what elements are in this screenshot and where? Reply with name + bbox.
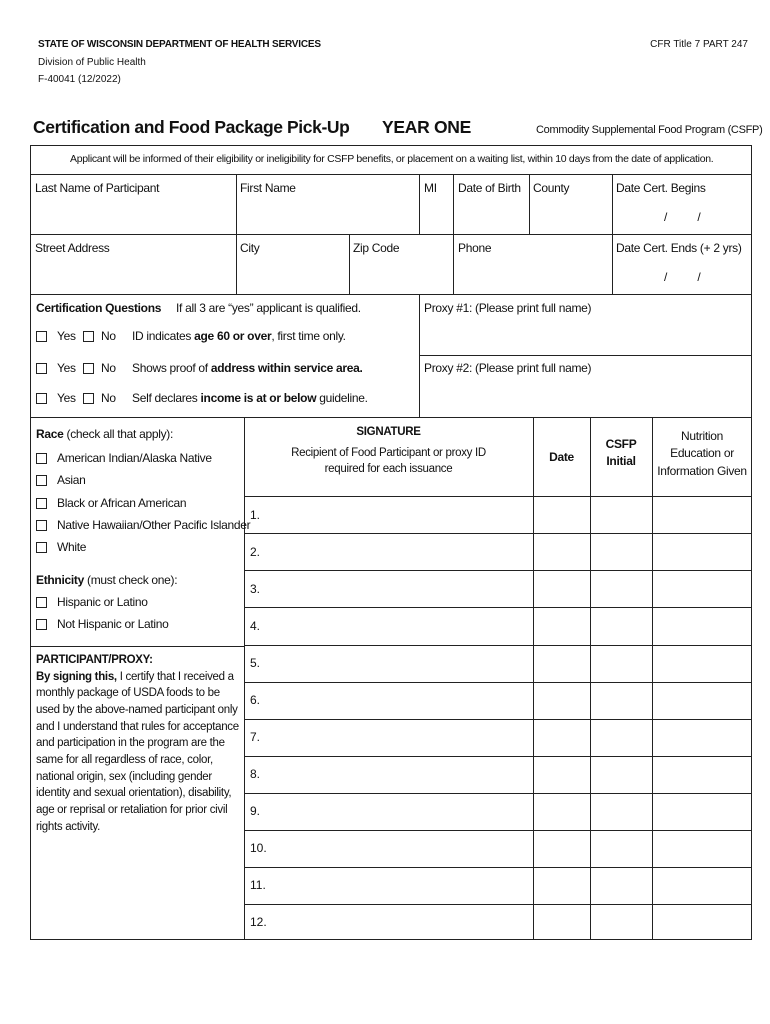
street-address-field[interactable]: Street Address bbox=[35, 241, 110, 255]
yes-label: Yes bbox=[57, 361, 76, 375]
eligibility-notice: Applicant will be informed of their eligibility or ineligibility for CSFP benefits, or placement on a waiting list, within 10 days from the date of application. bbox=[70, 153, 714, 165]
divider bbox=[529, 174, 530, 234]
q2-no-checkbox[interactable] bbox=[83, 363, 94, 374]
proxy-1-field[interactable]: Proxy #1: (Please print full name) bbox=[424, 301, 592, 315]
q3-no-checkbox[interactable] bbox=[83, 393, 94, 404]
row-line bbox=[244, 533, 752, 534]
cert-begins-date-slashes: / / bbox=[664, 210, 701, 224]
q1-no-checkbox[interactable] bbox=[83, 331, 94, 342]
ethnicity-option: Hispanic or Latino bbox=[57, 595, 148, 609]
divider bbox=[30, 234, 752, 235]
signature-row[interactable]: 11. bbox=[250, 878, 266, 892]
row-line bbox=[244, 496, 752, 497]
q3-yes-checkbox[interactable] bbox=[36, 393, 47, 404]
participant-text: I certify that I received a monthly package of USDA foods to be used by the above-named participant only and I understand that rules for acceptance and participation in the program are the same for all regardless of race, color, national origin, sex (including gender identity and sexual orientation), disability, age or reprisal or retaliation for prior civil rights activity. bbox=[36, 670, 239, 833]
year-label: YEAR ONE bbox=[382, 117, 472, 137]
race-option: American Indian/Alaska Native bbox=[57, 451, 212, 465]
agency-name: STATE OF WISCONSIN DEPARTMENT OF HEALTH SERVICES bbox=[38, 39, 321, 50]
divider bbox=[419, 355, 752, 356]
race-heading: Race (check all that apply): bbox=[36, 427, 174, 441]
signature-row[interactable]: 8. bbox=[250, 767, 261, 781]
certification-heading: Certification Questions bbox=[36, 301, 162, 315]
participant-heading: PARTICIPANT/PROXY: bbox=[36, 654, 153, 666]
divider bbox=[419, 294, 420, 417]
first-name-field[interactable]: First Name bbox=[240, 181, 296, 195]
division-name: Division of Public Health bbox=[38, 57, 146, 68]
signature-row[interactable]: 12. bbox=[250, 915, 267, 929]
divider bbox=[349, 234, 350, 294]
divider bbox=[590, 417, 591, 940]
nutrition-education-header: Nutrition Education or Information Given bbox=[657, 429, 747, 478]
row-line bbox=[244, 830, 752, 831]
divider bbox=[236, 174, 237, 294]
race-checkbox[interactable] bbox=[36, 475, 47, 486]
divider bbox=[612, 174, 613, 294]
middle-initial-field[interactable]: MI bbox=[424, 181, 437, 195]
race-option: White bbox=[57, 540, 87, 554]
participant-statement bbox=[36, 652, 241, 835]
question-age: ID indicates age 60 or over, first time only. bbox=[132, 329, 346, 343]
date-header: Date bbox=[549, 450, 574, 464]
q2-yes-checkbox[interactable] bbox=[36, 363, 47, 374]
program-name: Commodity Supplemental Food Program (CSFP) bbox=[536, 124, 763, 136]
row-line bbox=[244, 607, 752, 608]
row-line bbox=[244, 645, 752, 646]
ethnicity-checkbox[interactable] bbox=[36, 597, 47, 608]
race-option: Black or African American bbox=[57, 496, 187, 510]
cert-ends-field[interactable]: Date Cert. Ends (+ 2 yrs) bbox=[616, 241, 742, 255]
cert-begins-field[interactable]: Date Cert. Begins bbox=[616, 181, 706, 195]
signature-row[interactable]: 4. bbox=[250, 619, 261, 633]
row-line bbox=[244, 904, 752, 905]
city-field[interactable]: City bbox=[240, 241, 260, 255]
no-label: No bbox=[101, 361, 116, 375]
race-checkbox[interactable] bbox=[36, 498, 47, 509]
race-option: Asian bbox=[57, 473, 86, 487]
no-label: No bbox=[101, 391, 116, 405]
ethnicity-option: Not Hispanic or Latino bbox=[57, 617, 169, 631]
form-number: F-40041 (12/2022) bbox=[38, 74, 121, 85]
question-income: Self declares income is at or below guideline. bbox=[132, 391, 368, 405]
cert-ends-date-slashes: / / bbox=[664, 270, 701, 284]
divider bbox=[30, 417, 752, 418]
row-line bbox=[244, 756, 752, 757]
county-field[interactable]: County bbox=[533, 181, 570, 195]
proxy-2-field[interactable]: Proxy #2: (Please print full name) bbox=[424, 361, 592, 375]
divider bbox=[533, 417, 534, 940]
divider bbox=[453, 174, 454, 294]
yes-label: Yes bbox=[57, 391, 76, 405]
cfr-reference: CFR Title 7 PART 247 bbox=[650, 39, 748, 50]
row-line bbox=[244, 682, 752, 683]
signature-row[interactable]: 7. bbox=[250, 730, 261, 744]
row-line bbox=[244, 719, 752, 720]
signature-row[interactable]: 1. bbox=[250, 508, 261, 522]
phone-field[interactable]: Phone bbox=[458, 241, 492, 255]
signature-row[interactable]: 5. bbox=[250, 656, 261, 670]
row-line bbox=[244, 867, 752, 868]
race-option: Native Hawaiian/Other Pacific Islander bbox=[57, 518, 251, 532]
divider bbox=[652, 417, 653, 940]
race-checkbox[interactable] bbox=[36, 453, 47, 464]
divider bbox=[419, 174, 420, 234]
signature-header: SIGNATURE Recipient of Food Participant or proxy ID required for each issuance bbox=[291, 426, 486, 476]
signature-row[interactable]: 9. bbox=[250, 804, 261, 818]
divider bbox=[30, 174, 752, 175]
divider bbox=[244, 417, 245, 940]
csfp-initial-header: CSFP Initial bbox=[605, 437, 637, 469]
signature-row[interactable]: 2. bbox=[250, 545, 261, 559]
row-line bbox=[244, 793, 752, 794]
form-title: Certification and Food Package Pick-Up bbox=[33, 117, 350, 137]
zip-code-field[interactable]: Zip Code bbox=[353, 241, 400, 255]
divider bbox=[30, 646, 244, 647]
signature-row[interactable]: 3. bbox=[250, 582, 261, 596]
ethnicity-checkbox[interactable] bbox=[36, 619, 47, 630]
row-line bbox=[244, 570, 752, 571]
signature-row[interactable]: 6. bbox=[250, 693, 261, 707]
last-name-field[interactable]: Last Name of Participant bbox=[35, 181, 160, 195]
participant-bold-lead: By signing this, bbox=[36, 670, 117, 683]
certification-note: If all 3 are “yes” applicant is qualified. bbox=[176, 301, 361, 315]
signature-row[interactable]: 10. bbox=[250, 841, 267, 855]
ethnicity-heading: Ethnicity (must check one): bbox=[36, 573, 178, 587]
race-checkbox[interactable] bbox=[36, 542, 47, 553]
q1-yes-checkbox[interactable] bbox=[36, 331, 47, 342]
question-address: Shows proof of address within service area. bbox=[132, 361, 363, 375]
date-of-birth-field[interactable]: Date of Birth bbox=[458, 181, 521, 195]
yes-label: Yes bbox=[57, 329, 76, 343]
no-label: No bbox=[101, 329, 116, 343]
race-checkbox[interactable] bbox=[36, 520, 47, 531]
divider bbox=[30, 294, 752, 295]
